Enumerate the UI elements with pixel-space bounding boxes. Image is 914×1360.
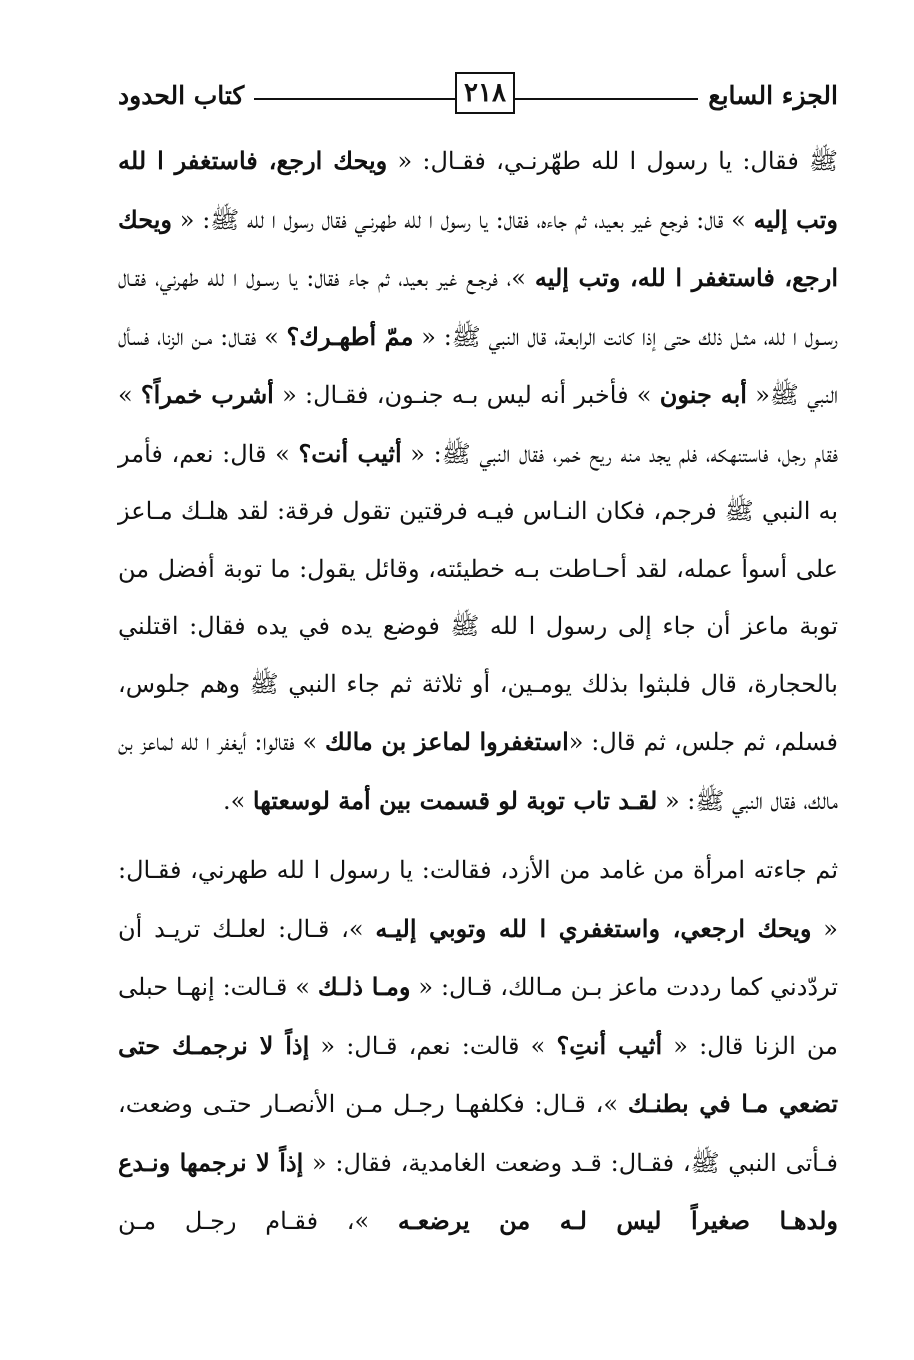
text-segment: » فقام رجل، فاستنهكه، فلم يجد منه ريح خمر، فقال النبي ﷺ: « — [118, 381, 838, 468]
page-body — [118, 132, 838, 1251]
chapter-title: كتاب الحدود — [118, 78, 254, 114]
running-header — [118, 76, 838, 120]
text-segment: ثم جاءته امرأة من غامد من الأزد، فقالت: يا رسول ا لله طهرني، فقـال: « — [118, 856, 838, 943]
text-segment: »، قـال: فكلفهـا رجـل مـن الأنصـار حتـى وضعت، فـأتى النبي ﷺ، فقـال: قـد وضعت الغامدية، فقال: « — [118, 1090, 838, 1177]
paragraph-maiz — [118, 132, 838, 830]
text-segment: »، فقـام رجـل مـن — [118, 1207, 398, 1235]
paragraph-ghamidiyya — [118, 842, 838, 1251]
text-segment: » فأخبر أنه ليس بـه جنـون، فقـال: « — [273, 381, 660, 409]
text-segment: » قالت: نعم، قـال: « — [309, 1031, 557, 1060]
text-segment: ». — [222, 786, 253, 815]
hadith-quote: ويحك ارجع، فاستغفر ا لله وتب إليه — [118, 146, 838, 234]
text-segment: ﷺ فقال: يا رسول ا لله طهّرنـي، فقـال: « — [387, 147, 838, 175]
text-segment: » فقـال: مـن الزنا، فسأل النبي ﷺ« — [118, 322, 839, 409]
hadith-quote: لقـد تاب توبة لو قسمت بين أمة لوسعتها — [252, 785, 658, 815]
hadith-quote: إذاً لا نرجمها ونـدع ولدهـا صغيراً ليس لـه من يرضعـه — [118, 1147, 838, 1235]
volume-title: الجزء السابع — [698, 78, 838, 114]
text-segment: » قال: نعم، فأمر به النبي ﷺ فرجم، فكان النـاس فيـه فرقتين تقول فرقة: لقد هلـك مـاعز على أسوأ عمله، لقد أحـاطت بـه خطيئته، وقائل يقول: ما توبة أفضل من توبة ماعز أن جاء إلى رسول ا لله ﷺ فوضع يده في يده فقال: اقتلني بالحجارة، قال فلبثوا بذلك يومـين، أو ثلاثة ثم جاء النبي ﷺ وهم جلوس، فسلم، ثم جلس، ثم قال: « — [118, 439, 838, 756]
hadith-quote: أثيب أنتِ؟ — [556, 1030, 663, 1060]
hadith-quote: ومـا ذلـك — [317, 972, 411, 1001]
page-number: ٢١٨ — [455, 72, 515, 114]
text-segment: » فقالوا: أيغفر ا لله لماعز بن مالك، فقال النبي ﷺ: « — [118, 728, 838, 815]
hadith-quote: أشرب خمراً؟ — [140, 380, 274, 409]
hadith-quote: ويحك ارجعي، واستغفري ا لله وتوبي إليـه — [375, 913, 812, 943]
hadith-quote: أثيب أنت؟ — [298, 438, 402, 468]
hadith-quote: استغفروا لماعز بن مالك — [325, 727, 569, 756]
text-segment: »، قـال: لعلـك تريـد أن تردّدني كما رددت ماعز بـن مـالك، قـال: « — [118, 914, 839, 1001]
hadith-quote: ممّ أطهـرك؟ — [286, 321, 414, 351]
text-segment: » قال: فرجع غير بعيد، ثم جاءه، فقال: يا رسول ا لله طهرنـي فقال رسول ا لله ﷺ: « — [172, 205, 754, 234]
text-segment: » قـالت: إنهـا حبلى من الزنا قال: « — [118, 973, 838, 1060]
hadith-quote: ويحك ارجع، فاستغفر ا لله، وتب إليه — [118, 204, 839, 292]
text-segment: »، فرجـع غير بعيد، ثم جاء فقال: يا رسـول ا لله طهرني، فقـال رسـول ا لله، مثـل ذلك حتى إذا كانت الرابعة، قال النبي ﷺ: « — [118, 264, 838, 351]
hadith-quote: أبه جنون — [659, 380, 747, 409]
hadith-quote: إذاً لا نرجمـك حتى تضعي مـا في بطنـك — [118, 1030, 839, 1118]
